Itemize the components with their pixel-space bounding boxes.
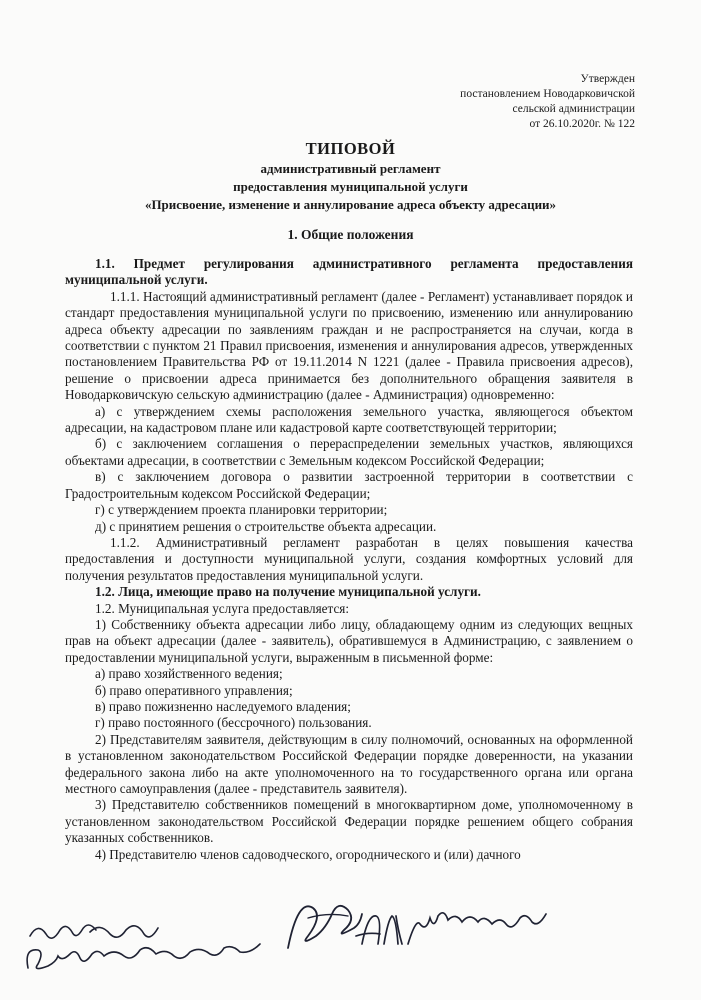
title-line-3: «Присвоение, изменение и аннулирование адреса объекту адресации» xyxy=(144,197,557,212)
paragraph: 1.2. Лица, имеющие право на получение муниципальной услуги. xyxy=(95,584,481,600)
paragraph: 1.1.2. Административный регламент разработан в целях повышения качества предоставления и доступности муниципальной услуги, создания комфортных условий для получения результатов предоставления муниципальной услуги. xyxy=(65,534,633,583)
paragraph: 1.2. Муниципальная услуга предоставляется: xyxy=(95,600,350,616)
paragraph: 2) Представителям заявителя, действующим в силу полномочий, основанных на оформленной в установленном законодательством Российской Федерации порядке доверенности, на указании федерального закона либо на акте уполномоченного на то государственного органа или органа местного самоуправления (далее - представитель заявителя). xyxy=(65,731,633,796)
document-title xyxy=(0,138,701,214)
paragraph: а) с утверждением схемы расположения земельного участка, являющегося объектом адресации, на кадастровом плане или кадастровой карте соответствующей территории; xyxy=(65,403,633,436)
paragraph: в) право пожизненно наследуемого владения; xyxy=(95,698,351,714)
paragraph: б) с заключением соглашения о перераспределении земельных участков, являющихся объектами адресации, в соответствии с Земельным кодексом Российской Федерации; xyxy=(65,436,633,468)
paragraph: г) право постоянного (бессрочного) пользования. xyxy=(95,715,372,731)
paragraph: 3) Представителю собственников помещений в многоквартирном доме, уполномоченному в установленном законодательством Российской Федерации порядке решением общего собрания указанных собственников. xyxy=(65,797,633,846)
certification-handwriting xyxy=(20,906,300,986)
title-main: ТИПОВОЙ xyxy=(305,139,396,158)
paragraph: в) с заключением договора о развитии застроенной территории в соответствии с Градостроительным кодексом Российской Федерации; xyxy=(65,469,633,501)
approval-line-2: постановлением Новодарковичской xyxy=(460,88,635,100)
approval-line-3: сельской администрации xyxy=(512,103,635,115)
paragraph: г) с утверждением проекта планировки территории; xyxy=(95,502,388,518)
paragraph: 1) Собственнику объекта адресации либо лицу, обладающему одним из следующих вещных прав на объект адресации (далее - заявитель), обратившемуся в Администрацию, с заявлением о предоставлении муниципальной услуги, выраженным в письменной форме: xyxy=(65,616,633,665)
section-heading: 1. Общие положения xyxy=(287,227,414,242)
official-name-handwriting xyxy=(350,900,560,960)
paragraph: б) право оперативного управления; xyxy=(95,682,293,698)
paragraph: 4) Представителю членов садоводческого, огороднического и (или) дачного xyxy=(95,846,521,862)
title-line-1: административный регламент xyxy=(260,161,441,176)
approval-line-1: Утвержден xyxy=(580,73,635,85)
paragraph: д) с принятием решения о строительстве объекта адресации. xyxy=(95,518,437,534)
paragraph: 1.1. Предмет регулирования административного регламента предоставления муниципальной услуги. xyxy=(65,256,633,288)
paragraph: 1.1.1. Настоящий административный регламент (далее - Регламент) устанавливает порядок и стандарт предоставления муниципальной услуги по присвоению, изменению или аннулированию адреса объекту адресации по заявлениям граждан и не распространяется на случаи, когда в соответствии с пунктом 21 Правил присвоения, изменения и аннулирования адресов, утвержденных постановлением Правительства РФ от 19.11.2014 N 1221 (далее - Правила присвоения адресов), решение о присвоении адреса принимается без дополнительного обращения заявителя в Новодарковичскую сельскую администрацию (далее - Администрация) одновременно: xyxy=(65,288,633,403)
approval-stamp xyxy=(460,72,635,132)
paragraph: а) право хозяйственного ведения; xyxy=(95,666,283,682)
title-line-2: предоставления муниципальной услуги xyxy=(233,179,468,194)
approval-line-4: от 26.10.2020г. № 122 xyxy=(529,118,635,130)
signature-block xyxy=(0,878,701,1000)
document-body xyxy=(65,256,633,863)
